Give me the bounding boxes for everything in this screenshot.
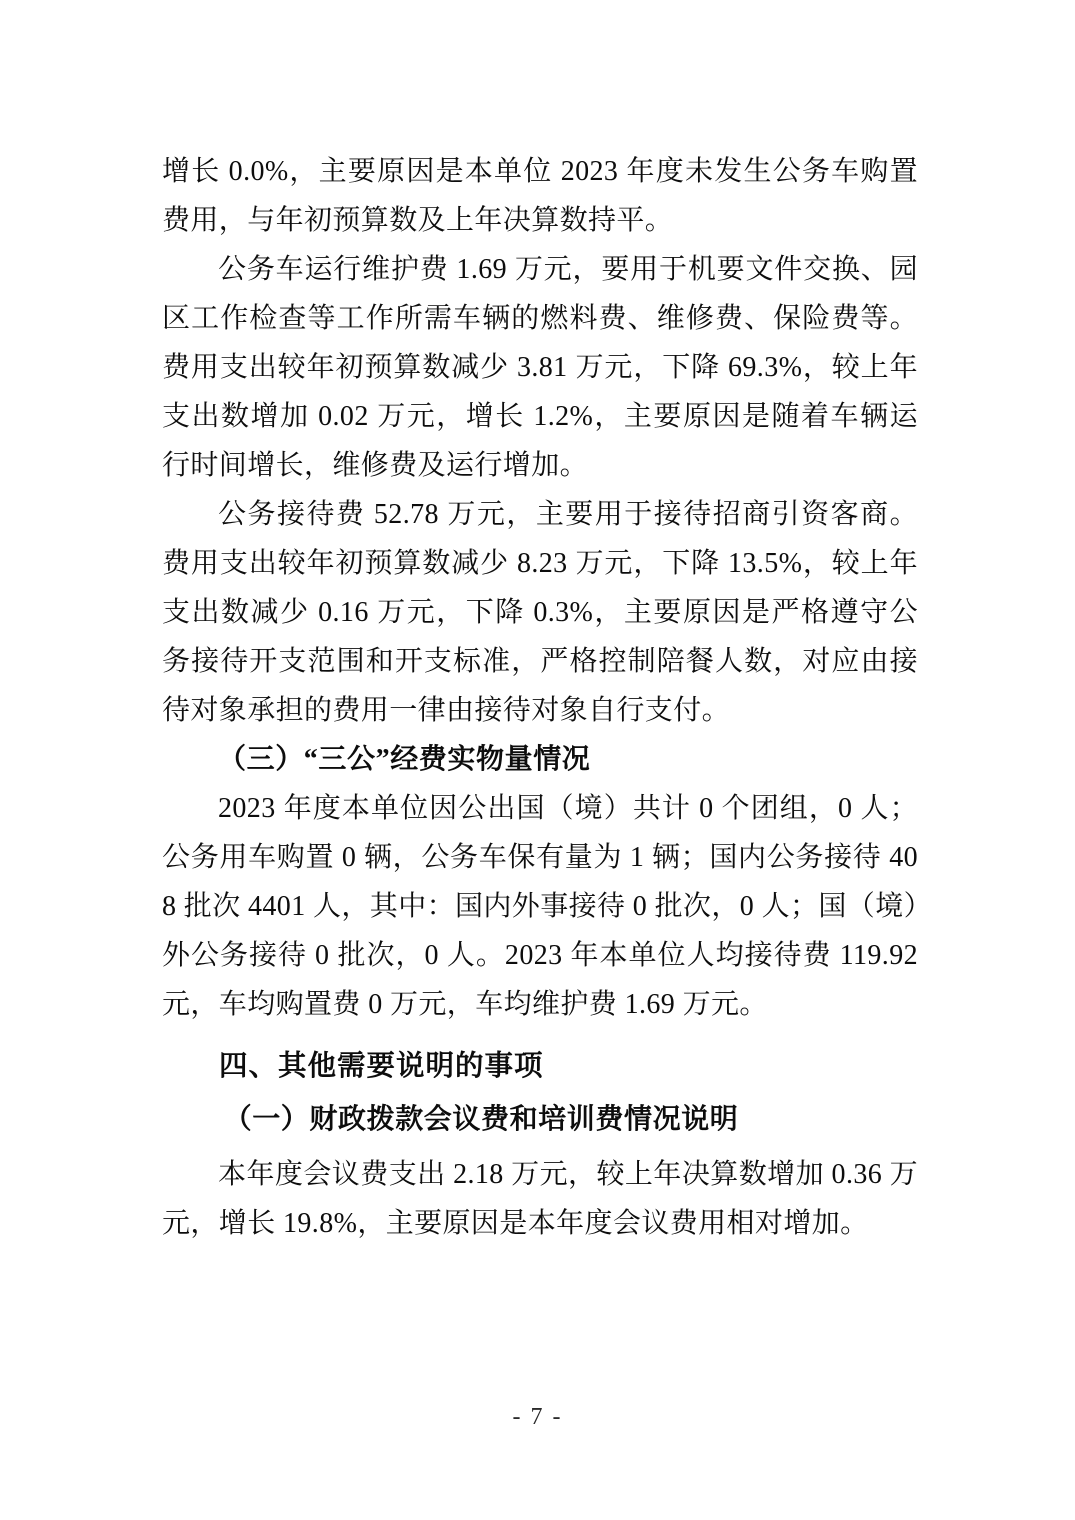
page-number: - 7 - (512, 1404, 563, 1430)
paragraph-meeting-fee-details: 本年度会议费支出 2.18 万元，较上年决算数增加 0.36 万元，增长 19.8%，主要原因是本年度会议费用相对增加。 (162, 1159, 918, 1239)
section-heading-other-matters: 四、其他需要说明的事项 (219, 1050, 544, 1082)
document-content-area (162, 147, 918, 1248)
paragraph-vehicle-purchase-continuation: 增长 0.0%，主要原因是本单位 2023 年度未发生公务车购置费用，与年初预算数及上年决算数持平。 (162, 156, 918, 236)
paragraph-physical-quantity-details: 2023 年度本单位因公出国（境）共计 0 个团组，0 人；公务用车购置 0 辆，公务车保有量为 1 辆；国内公务接待 408 批次 4401 人，其中：国内外事接待 0 批次，0 人；国（境）外公务接待 0 批次，0 人。2023 年本单位人均接待费 119.92 元，车均购置费 0 万元，车均维护费 1.69 万元。 (162, 793, 919, 1020)
subsection-heading-meeting-training-fees: （一）财政拨款会议费和培训费情况说明 (223, 1104, 739, 1135)
paragraph-vehicle-maintenance-fee: 公务车运行维护费 1.69 万元，要用于机要文件交换、园区工作检查等工作所需车辆的燃料费、维修费、保险费等。费用支出较年初预算数减少 3.81 万元，下降 69.3%，较上年支出数增加 0.02 万元，增长 1.2%，主要原因是随着车辆运行时间增长，维修费及运行增加。 (162, 254, 918, 481)
paragraph-official-reception-fee: 公务接待费 52.78 万元，主要用于接待招商引资客商。费用支出较年初预算数减少 8.23 万元，下降 13.5%，较上年支出数减少 0.16 万元，下降 0.3%，主要原因是严格遵守公务接待开支范围和开支标准，严格控制陪餐人数，对应由接待对象承担的费用一律由接待对象自行支付。 (162, 499, 918, 726)
section-heading-three-public-physical-quantity: （三）“三公”经费实物量情况 (218, 744, 591, 775)
